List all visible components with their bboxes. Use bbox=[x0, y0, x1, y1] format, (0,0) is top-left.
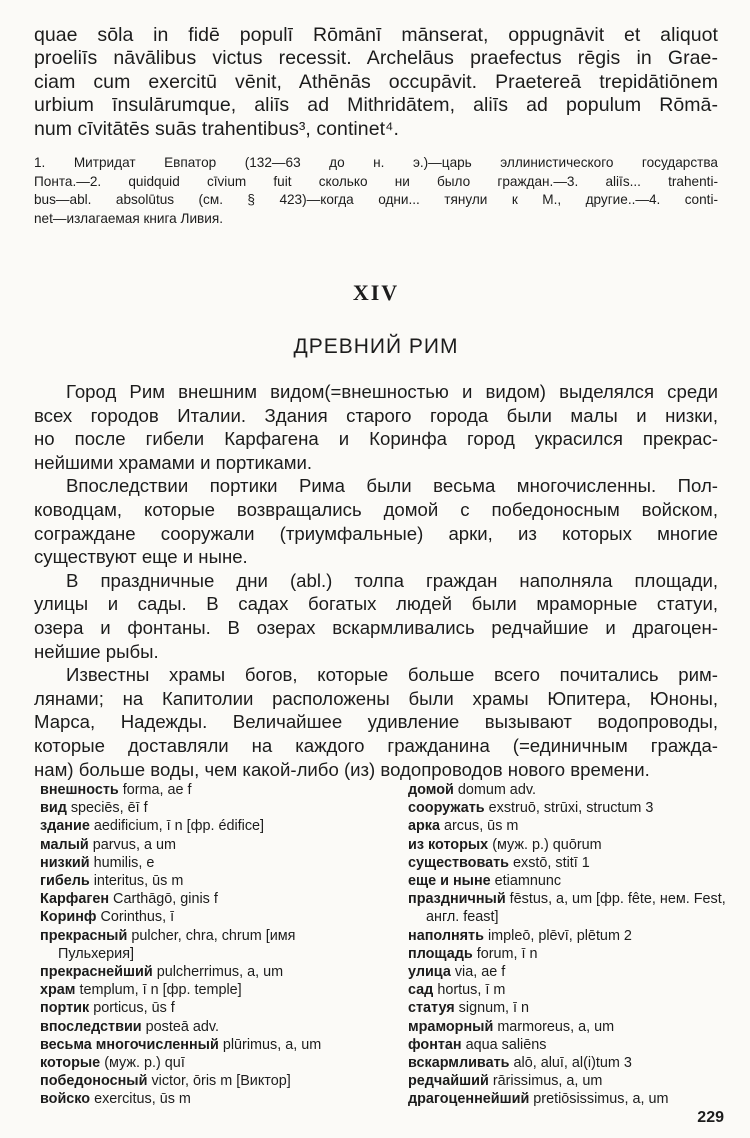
page bbox=[34, 24, 718, 781]
vocab-entry bbox=[40, 981, 362, 999]
vocab-word: редчайший bbox=[408, 1073, 489, 1090]
vocab-word: драгоценнейший bbox=[408, 1091, 530, 1108]
body-line: Известны храмы богов, которые больше всего почитались рим- bbox=[66, 664, 718, 686]
vocab-word: площадь bbox=[408, 945, 473, 962]
vocab-entry bbox=[408, 945, 726, 963]
lesson-title: ДРЕВНИЙ РИМ bbox=[293, 335, 459, 359]
vocab-entry bbox=[408, 781, 726, 799]
vocab-word: вид bbox=[40, 800, 67, 817]
vocabulary-column-left bbox=[40, 781, 362, 1109]
vocab-entry bbox=[408, 836, 726, 854]
body-line: которые доставляли на каждого гражданина (=единичным гражда- bbox=[34, 734, 718, 756]
vocab-gloss: victor, ōris m [Виктор] bbox=[151, 1073, 291, 1090]
vocab-entry bbox=[408, 799, 726, 817]
vocab-entry bbox=[40, 836, 362, 854]
vocab-gloss: aqua saliēns bbox=[465, 1036, 547, 1053]
page-number: 229 bbox=[697, 1109, 724, 1126]
vocab-gloss: etiamnunc bbox=[494, 873, 562, 890]
vocab-word: арка bbox=[408, 818, 440, 835]
body-line: всех городов Италии. Здания старого города были малы и низки, bbox=[34, 404, 718, 426]
body-line: нейшие рыбы. bbox=[34, 640, 159, 662]
vocab-word: которые bbox=[40, 1055, 101, 1072]
vocab-gloss: Corinthus, ī bbox=[100, 909, 175, 926]
vocab-word: сооружать bbox=[408, 800, 485, 817]
vocab-gloss: interitus, ūs m bbox=[93, 873, 184, 890]
vocab-word: храм bbox=[40, 982, 76, 999]
vocab-gloss: templum, ī n [фр. temple] bbox=[79, 982, 242, 999]
vocab-entry bbox=[40, 872, 362, 890]
vocab-gloss: speciēs, ēī f bbox=[70, 800, 148, 817]
vocab-gloss: alō, aluī, al(i)tum 3 bbox=[513, 1055, 632, 1072]
vocab-entry bbox=[40, 999, 362, 1017]
vocab-gloss: plūrimus, a, um bbox=[222, 1036, 322, 1053]
vocab-word: еще и ныне bbox=[408, 873, 491, 890]
vocab-entry bbox=[40, 927, 362, 963]
vocab-gloss: forum, ī n bbox=[476, 945, 538, 962]
vocab-gloss: marmoreus, a, um bbox=[497, 1018, 615, 1035]
vocab-word: прекраснейший bbox=[40, 964, 153, 981]
latin-line: proeliīs nāvālibus victus recessit. Archelāus praefectus rēgis in Grae- bbox=[34, 47, 718, 70]
lesson-number: XIV bbox=[352, 280, 400, 306]
vocab-gloss: posteā adv. bbox=[145, 1018, 219, 1035]
body-line: сограждане сооружали (триумфальные) арки, из которых многие bbox=[34, 522, 718, 544]
body-line: ководцам, которые возвращались домой с победоносным войском, bbox=[34, 499, 718, 520]
vocab-gloss: (муж. р.) quī bbox=[104, 1055, 185, 1072]
vocab-word: гибель bbox=[40, 873, 90, 890]
vocab-gloss: arcus, ūs m bbox=[444, 818, 519, 835]
vocab-entry bbox=[40, 817, 362, 835]
vocab-gloss: (муж. р.) quōrum bbox=[492, 836, 602, 853]
vocab-entry bbox=[40, 781, 362, 799]
vocab-gloss: hortus, ī m bbox=[437, 982, 506, 999]
vocab-entry bbox=[408, 1072, 726, 1090]
vocab-entry bbox=[40, 1054, 362, 1072]
vocab-gloss: exstō, stitī 1 bbox=[513, 854, 590, 871]
latin-line: urbium īnsulārumque, aliīs ad Mithridātem, aliīs ad populum Rōmā- bbox=[34, 94, 718, 117]
vocab-entry bbox=[408, 981, 726, 999]
vocab-word: праздничный bbox=[408, 891, 506, 908]
vocab-gloss: domum adv. bbox=[457, 782, 536, 798]
body-line: нейшими храмами и портиками. bbox=[34, 451, 313, 473]
footnote-line: bus—abl. absolūtus (см. § 423)—когда одни... тянули к М., другие..—4. conti- bbox=[34, 192, 718, 208]
vocab-entry bbox=[40, 908, 362, 926]
vocab-word: войско bbox=[40, 1091, 91, 1108]
vocabulary-list bbox=[40, 781, 726, 1109]
body-line: озера и фонтаны. В озерах вскармливались редчайшие и драгоцен- bbox=[34, 616, 718, 638]
latin-line: ciam cum exercitū vēnit, Athēnās occupāvit. Praetereā trepidātiōnem bbox=[34, 70, 718, 93]
vocab-word: Коринф bbox=[40, 909, 97, 926]
vocab-word: существовать bbox=[408, 854, 510, 871]
vocab-word: портик bbox=[40, 1000, 90, 1017]
vocab-word: фонтан bbox=[408, 1036, 462, 1053]
footnote-line: net—излагаемая книга Ливия. bbox=[34, 210, 223, 226]
vocab-gloss: Carthāgō, ginis f bbox=[113, 891, 218, 908]
vocab-entry bbox=[40, 963, 362, 981]
vocab-word: из которых bbox=[408, 836, 489, 853]
vocab-entry bbox=[408, 1036, 726, 1054]
vocab-gloss: parvus, a um bbox=[92, 836, 176, 853]
footnotes bbox=[34, 154, 718, 228]
vocab-word: прекрасный bbox=[40, 927, 128, 944]
footnote-line: Понта.—2. quidquid cīvium fuit сколько ни было граждан.—3. aliīs... trahenti- bbox=[34, 173, 718, 189]
vocab-entry bbox=[40, 799, 362, 817]
russian-passage bbox=[34, 380, 718, 781]
vocab-entry bbox=[408, 890, 726, 926]
body-line: лянами; на Капитолии расположены были храмы Юпитера, Юноны, bbox=[34, 687, 718, 709]
vocab-gloss: porticus, ūs f bbox=[93, 1000, 175, 1017]
vocab-word: здание bbox=[40, 818, 90, 835]
vocab-entry bbox=[408, 1018, 726, 1036]
body-line: В праздничные дни (abl.) толпа граждан наполняла площади, bbox=[66, 569, 718, 591]
vocab-word: Карфаген bbox=[40, 891, 110, 908]
body-line: Город Рим внешним видом(=внешностью и видом) выделялся среди bbox=[66, 381, 718, 403]
vocab-entry bbox=[40, 854, 362, 872]
vocab-word: вскармливать bbox=[408, 1055, 510, 1072]
vocab-word: низкий bbox=[40, 854, 90, 871]
latin-passage bbox=[34, 24, 718, 141]
vocab-gloss: rārissimus, a, um bbox=[492, 1073, 603, 1090]
vocab-gloss: exercitus, ūs m bbox=[94, 1091, 191, 1108]
vocab-entry bbox=[40, 1072, 362, 1090]
vocab-word: сад bbox=[408, 982, 434, 999]
footnote-line: 1. Митридат Евпатор (132—63 до н. э.)—царь эллинистического государства bbox=[34, 155, 718, 171]
vocab-gloss: impleō, plēvī, plētum 2 bbox=[487, 927, 632, 944]
vocab-entry bbox=[40, 1036, 362, 1054]
vocab-word: внешность bbox=[40, 782, 119, 798]
body-line: улицы и сады. В садах богатых людей были мраморные статуи, bbox=[34, 593, 718, 615]
vocab-entry bbox=[408, 1090, 726, 1108]
body-line: но после гибели Карфагена и Коринфа город украсился прекрас- bbox=[34, 428, 718, 450]
vocab-word: домой bbox=[408, 782, 454, 798]
vocab-gloss: fēstus, a, um [фр. fête, нем. Fest, англ. feast] bbox=[426, 891, 726, 926]
vocab-entry bbox=[408, 1054, 726, 1072]
vocabulary-column-right bbox=[408, 781, 726, 1109]
vocab-entry bbox=[408, 999, 726, 1017]
vocab-entry bbox=[408, 817, 726, 835]
vocab-gloss: forma, ae f bbox=[122, 782, 192, 798]
vocab-entry bbox=[408, 872, 726, 890]
vocab-word: весьма многочисленный bbox=[40, 1036, 219, 1053]
latin-line: num cīvitātēs suās trahentibus³, continet⁴. bbox=[34, 117, 399, 140]
vocab-entry bbox=[40, 1090, 362, 1108]
vocab-gloss: humilis, e bbox=[93, 854, 155, 871]
vocab-gloss: signum, ī n bbox=[458, 1000, 530, 1017]
vocab-word: малый bbox=[40, 836, 89, 853]
vocab-gloss: aedificium, ī n [фр. édifice] bbox=[93, 818, 265, 835]
vocab-gloss: pulcherrimus, a, um bbox=[156, 964, 284, 981]
vocab-entry bbox=[40, 1018, 362, 1036]
vocab-word: наполнять bbox=[408, 927, 484, 944]
vocab-word: мраморный bbox=[408, 1018, 494, 1035]
vocab-word: статуя bbox=[408, 1000, 455, 1017]
vocab-word: впоследствии bbox=[40, 1018, 142, 1035]
body-line: нам) больше воды, чем какой-либо (из) водопроводов нового времени. bbox=[34, 758, 650, 780]
vocab-gloss: exstruō, strūxi, structum 3 bbox=[488, 800, 654, 817]
vocab-entry bbox=[408, 963, 726, 981]
vocab-word: улица bbox=[408, 964, 451, 981]
latin-line: quae sōla in fidē populī Rōmānī mānserat, oppugnāvit et aliquot bbox=[34, 24, 718, 46]
vocab-entry bbox=[40, 890, 362, 908]
body-line: Впоследствии портики Рима были весьма многочисленны. Пол- bbox=[66, 475, 718, 497]
vocab-word: победоносный bbox=[40, 1073, 148, 1090]
vocab-gloss: pretiōsissimus, a, um bbox=[533, 1091, 669, 1108]
vocab-entry bbox=[408, 854, 726, 872]
vocab-entry bbox=[408, 927, 726, 945]
vocab-gloss: via, ae f bbox=[454, 964, 506, 981]
body-line: существуют еще и ныне. bbox=[34, 546, 248, 568]
body-line: Марса, Надежды. Величайшее удивление вызывают водопроводы, bbox=[34, 711, 718, 733]
vocab-gloss: pulcher, chra, chrum [имя Пульхерия] bbox=[58, 927, 296, 962]
